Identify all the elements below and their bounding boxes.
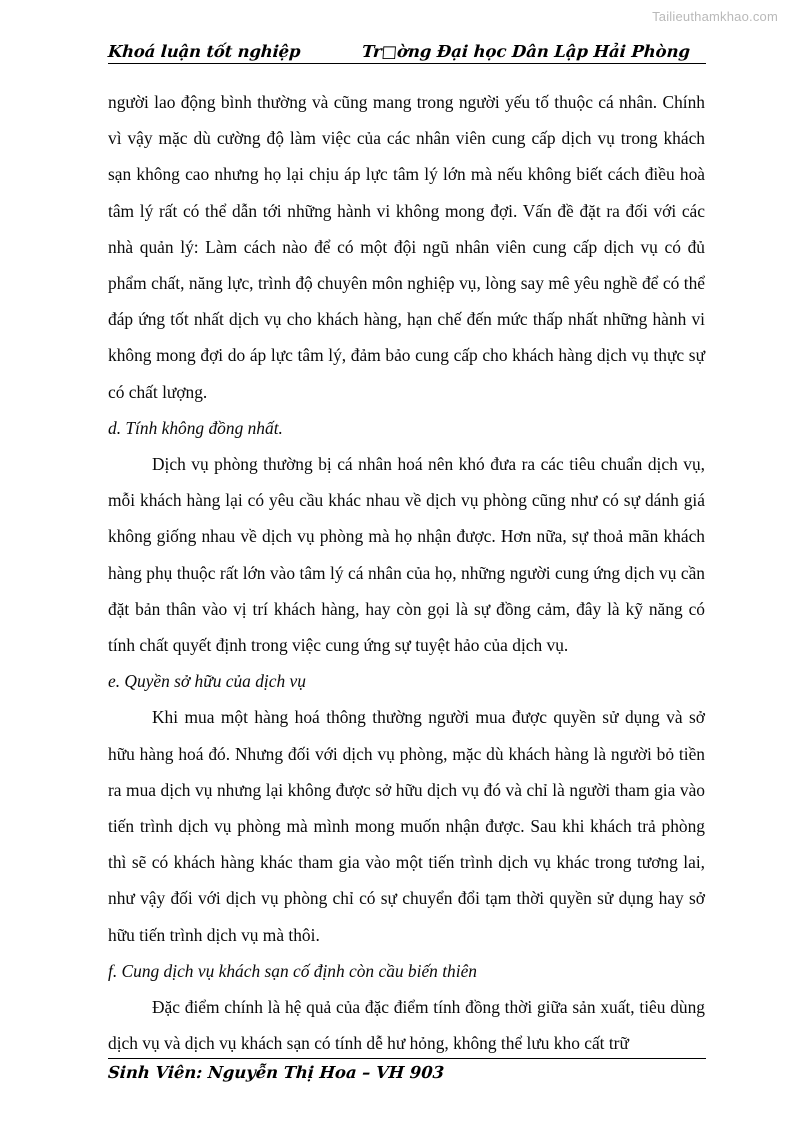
body-paragraph: Khi mua một hàng hoá thông thường người mua được quyền sử dụng và sở hữu hàng hoá đó. Nhưng đối với dịch vụ phòng, mặc dù khách hàng là người bỏ tiền ra mua dịch vụ nhưng lại không được sở hữu dịch vụ đó và chỉ là người tham gia vào tiến trình dịch vụ phòng mà mình mong muốn nhận được. Sau khi khách trả phòng thì sẽ có khách hàng khác tham gia vào một tiến trình dịch vụ khác trong tương lai, như vậy đối với dịch vụ phòng chỉ có sự chuyển đổi tạm thời quyền sử dụng hay sở hữu tiến trình dịch vụ mà thôi. — [108, 707, 705, 945]
header-title-left: Khoá luận tốt nghiệp — [107, 42, 301, 61]
section-heading-e: e. Quyền sở hữu của dịch vụ — [108, 671, 306, 692]
page-header — [108, 42, 706, 64]
document-body — [108, 84, 705, 1061]
header-title-right: Tr□ờng Đại học Dân Lập Hải Phòng — [361, 42, 691, 61]
site-watermark: Tailieuthamkhao.com — [652, 9, 778, 24]
body-paragraph: Dịch vụ phòng thường bị cá nhân hoá nên khó đưa ra các tiêu chuẩn dịch vụ, mỗi khách hàng lại có yêu cầu khác nhau về dịch vụ phòng cũng như có sự dánh giá không giống nhau về dịch vụ phòng mà họ nhận được. Hơn nữa, sự thoả mãn khách hàng phụ thuộc rất lớn vào tâm lý cá nhân của họ, những người cung ứng dịch vụ cần đặt bản thân vào vị trí khách hàng, hay còn gọi là sự đồng cảm, đây là kỹ năng có tính chất quyết định trong việc cung ứng sự tuyệt hảo của dịch vụ. — [108, 454, 705, 656]
body-paragraph: Đặc điểm chính là hệ quả của đặc điểm tính đồng thời giữa sản xuất, tiêu dùng dịch vụ và dịch vụ khách sạn có tính dễ hư hỏng, không thể lưu kho cất trữ — [108, 997, 705, 1054]
footer-student-info: Sinh Viên: Nguyễn Thị Hoa – VH 903 — [107, 1063, 445, 1082]
page-footer — [108, 1058, 706, 1083]
section-heading-d: d. Tính không đồng nhất. — [108, 417, 283, 438]
body-paragraph: người lao động bình thường và cũng mang trong người yếu tố thuộc cá nhân. Chính vì vậy mặc dù cường độ làm việc của các nhân viên cung cấp dịch vụ trong khách sạn không cao nhưng họ lại chịu áp lực tâm lý lớn mà nếu không biết cách điều hoà tâm lý rất có thể dẫn tới những hành vi không mong đợi. Vấn đề đặt ra đối với các nhà quản lý: Làm cách nào để có một đội ngũ nhân viên cung cấp dịch vụ có đủ phẩm chất, năng lực, trình độ chuyên môn nghiệp vụ, lòng say mê yêu nghề để có thể đáp ứng tốt nhất dịch vụ cho khách hàng, hạn chế đến mức thấp nhất những hành vi không mong đợi do áp lực tâm lý, đảm bảo cung cấp cho khách hàng dịch vụ thực sự có chất lượng. — [108, 92, 705, 402]
section-heading-f: f. Cung dịch vụ khách sạn cố định còn cầu biến thiên — [108, 960, 477, 981]
